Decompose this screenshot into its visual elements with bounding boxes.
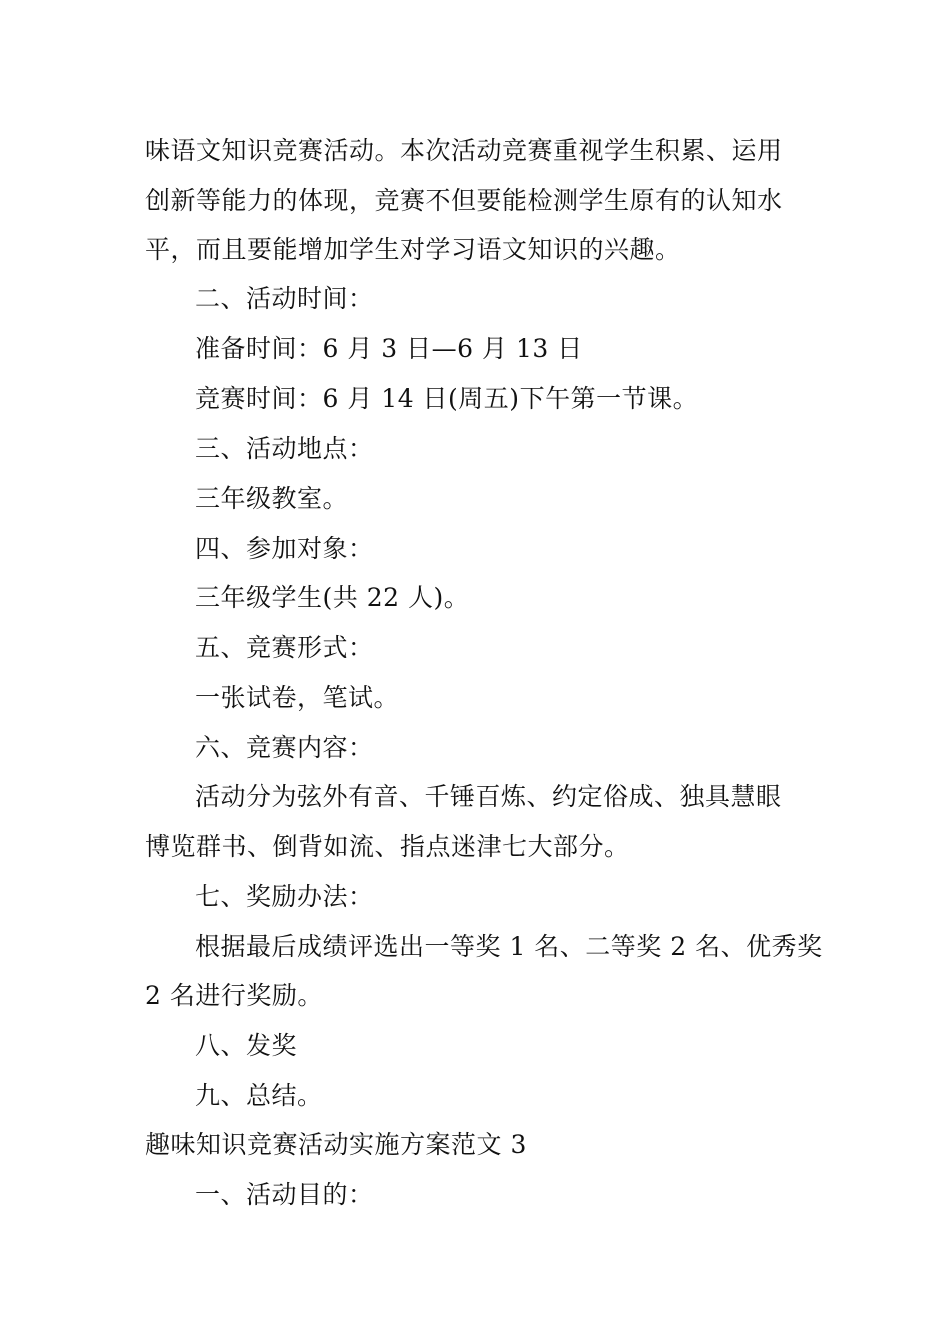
content-line: 博览群书、倒背如流、指点迷津七大部分。 bbox=[145, 832, 630, 861]
section-heading-participants: 四、参加对象： bbox=[195, 534, 374, 563]
section-heading-awards: 七、奖励办法： bbox=[195, 882, 374, 911]
section-heading-format: 五、竞赛形式： bbox=[195, 633, 374, 662]
content-line: 活动分为弦外有音、千锤百炼、约定俗成、独具慧眼 bbox=[195, 782, 782, 811]
document-title: 趣味知识竞赛活动实施方案范文 3 bbox=[145, 1130, 527, 1159]
section-heading-prize: 八、发奖 bbox=[195, 1031, 298, 1060]
paragraph-line: 平，而且要能增加学生对学习语文知识的兴趣。 bbox=[145, 235, 681, 264]
prep-time-line: 准备时间：6 月 3 日—6 月 13 日 bbox=[195, 334, 583, 363]
contest-time-line: 竞赛时间：6 月 14 日(周五)下午第一节课。 bbox=[195, 384, 699, 413]
format-line: 一张试卷，笔试。 bbox=[195, 683, 400, 712]
paragraph-line: 创新等能力的体现，竞赛不但要能检测学生原有的认知水 bbox=[145, 186, 783, 215]
section-heading-time: 二、活动时间： bbox=[195, 284, 374, 313]
section-heading-location: 三、活动地点： bbox=[195, 434, 374, 463]
paragraph-line: 味语文知识竞赛活动。本次活动竞赛重视学生积累、运用 bbox=[145, 136, 783, 165]
location-line: 三年级教室。 bbox=[195, 484, 349, 513]
section-heading-purpose: 一、活动目的： bbox=[195, 1180, 374, 1209]
section-heading-content: 六、竞赛内容： bbox=[195, 733, 374, 762]
awards-line: 2 名进行奖励。 bbox=[145, 981, 323, 1010]
participants-line: 三年级学生(共 22 人)。 bbox=[195, 583, 470, 612]
section-heading-summary: 九、总结。 bbox=[195, 1081, 323, 1110]
awards-line: 根据最后成绩评选出一等奖 1 名、二等奖 2 名、优秀奖 bbox=[195, 932, 823, 961]
